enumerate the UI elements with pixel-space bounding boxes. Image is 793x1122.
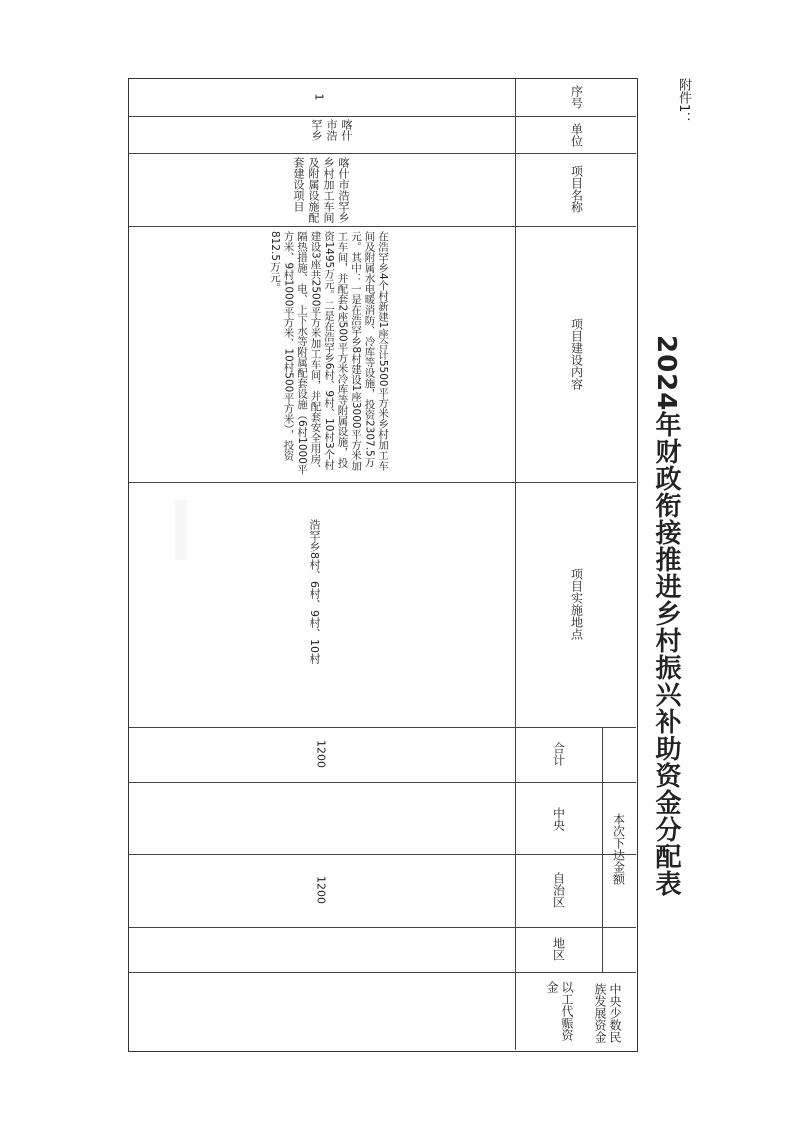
header-ethnic-fund: 中央少数民族发展资金	[593, 983, 622, 1043]
row-location: 浩罕乡8村、6村、9村、10村	[308, 519, 321, 664]
attachment-label: 附件1：	[676, 78, 691, 126]
header-total: 合计	[551, 742, 566, 766]
scan-mark	[175, 500, 187, 560]
header-prefecture: 地区	[551, 937, 566, 961]
row-total: 1200	[314, 740, 328, 768]
row-content: 在浩罕乡4个村新建1座合计5500平方米乡村加工车间及附属水电暖消防、冷库等设施，投资2307.5万元。其中：一是在浩罕乡8村建设1座3000平方米加工车间，并配套2座500平方米冷库等附属设施，投资1495万元。二是在浩罕乡6村、9村、10村3个村建设3座共2500平方米加工车间，并配套安全用房、隔热措施、电、上下水等附属配套设施（6村1000平方米、9村1000平方米、10村500平方米），投资812.5万元。	[269, 231, 389, 475]
header-autonomous-region: 自治区	[551, 872, 566, 908]
row-autonomous-region: 1200	[314, 876, 328, 904]
header-work-relief: 以工代赈资金	[545, 981, 574, 1041]
allocation-table	[128, 78, 638, 1052]
header-central: 中央	[551, 807, 566, 831]
header-content: 项目建设内容	[569, 318, 584, 390]
header-funds-group: 本次下达金额	[611, 813, 626, 885]
header-unit: 单位	[569, 123, 584, 147]
row-seq: 1	[312, 93, 326, 101]
header-location: 项目实施地点	[569, 568, 584, 640]
row-unit: 喀什市浩罕乡	[310, 119, 353, 141]
header-project-name: 项目名称	[569, 165, 584, 213]
header-seq: 序号	[569, 85, 584, 109]
page-title: 2024年财政衔接推进乡村振兴补助资金分配表	[651, 335, 681, 898]
row-project-name: 喀什市浩罕乡乡村加工车间及附属设施配套建设项目	[292, 157, 350, 223]
